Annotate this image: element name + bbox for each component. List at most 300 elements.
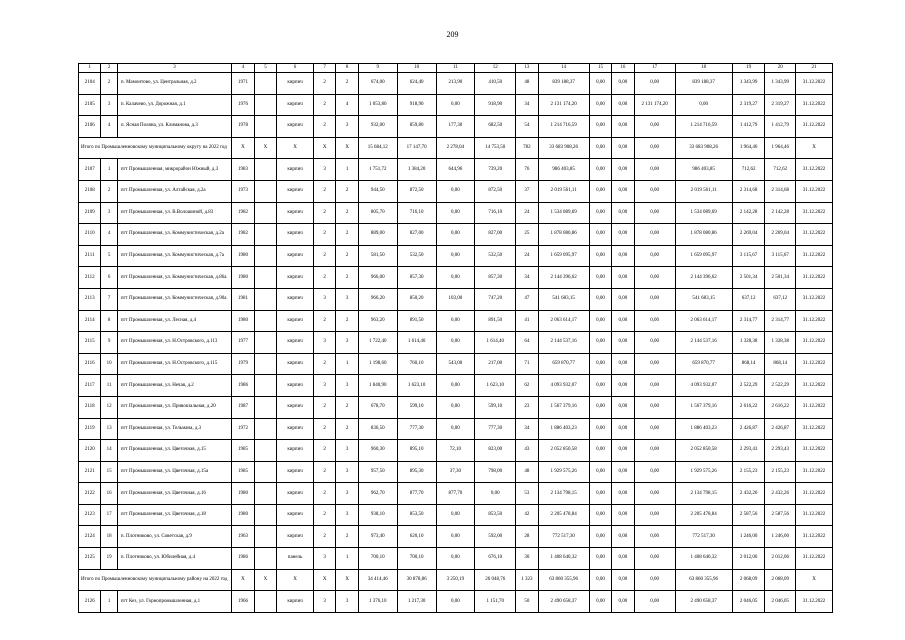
table-cell: кирпич	[277, 159, 314, 181]
table-cell: 2 293,43	[765, 440, 796, 462]
table-cell: 772 517,30	[538, 526, 589, 548]
table-cell: 2	[336, 202, 358, 224]
table-cell: 0,00	[436, 396, 475, 418]
table-cell: 2 319,27	[732, 94, 765, 116]
table-cell: 2	[336, 418, 358, 440]
table-cell: 827,00	[397, 224, 436, 246]
table-cell: кирпич	[277, 375, 314, 397]
table-cell: пгт Промышленная, ул. Нечая, д.2	[117, 375, 231, 397]
table-cell: 4 093 932,07	[538, 375, 589, 397]
table-cell: пгт Промышленная, ул. Цветочная, д.15а	[117, 461, 231, 483]
table-cell	[254, 548, 276, 570]
header-cell: 19	[732, 64, 765, 73]
table-cell: X	[254, 569, 276, 591]
header-cell: 18	[675, 64, 732, 73]
table-cell: 2 490 658,37	[675, 591, 732, 613]
table-cell: 31.12.2022	[796, 202, 833, 224]
table-cell: 8	[101, 310, 117, 332]
table-cell: 0,00	[634, 310, 675, 332]
header-cell: 21	[796, 64, 833, 73]
table-cell: 2 293,43	[732, 440, 765, 462]
table-cell: 2	[313, 245, 335, 267]
table-cell: 1976	[232, 94, 254, 116]
table-cell: кирпич	[277, 224, 314, 246]
table-cell: 37,30	[436, 461, 475, 483]
table-cell: 836,50	[358, 418, 397, 440]
table-cell: 2 587,56	[765, 504, 796, 526]
table-cell: 3	[313, 288, 335, 310]
table-cell: 1 408 640,32	[538, 548, 589, 570]
table-cell: пгт Промышленная, ул. Коммунистическая, д.2а	[117, 224, 231, 246]
table-cell: 0,00	[589, 288, 611, 310]
table-cell: 1983	[232, 159, 254, 181]
table-cell: 2	[313, 310, 335, 332]
table-cell: пгт Промышленная, ул. Лесная, д.4	[117, 310, 231, 332]
table-cell: 918,90	[475, 94, 516, 116]
table-cell: 2 587,56	[732, 504, 765, 526]
table-cell: 599,10	[475, 396, 516, 418]
table-cell: 637,12	[765, 288, 796, 310]
table-cell: 1 567 379,16	[675, 396, 732, 418]
table-cell: 62	[516, 375, 538, 397]
table-cell: 1 886 403,23	[538, 418, 589, 440]
table-cell: 2 019 561,11	[538, 180, 589, 202]
table-cell: 31.12.2022	[796, 418, 833, 440]
table-cell: 1 614,40	[397, 332, 436, 354]
table-cell: 0,00	[634, 548, 675, 570]
table-cell: 31.12.2022	[796, 310, 833, 332]
table-cell: 3	[313, 159, 335, 181]
table-cell: 3	[313, 591, 335, 613]
table-row	[79, 548, 833, 570]
table-cell: 14	[101, 440, 117, 462]
table-cell: 0,00	[612, 526, 634, 548]
table-cell: 1 323	[516, 569, 538, 591]
table-cell: 1986	[232, 375, 254, 397]
table-cell: 0,00	[436, 332, 475, 354]
table-row	[79, 310, 833, 332]
table-cell: 0,00	[634, 396, 675, 418]
table-cell: 0,00	[634, 332, 675, 354]
table-cell: 2	[313, 353, 335, 375]
table-cell: 592,00	[475, 526, 516, 548]
table-cell: 0,00	[612, 202, 634, 224]
table-cell: 0,00	[612, 504, 634, 526]
header-cell: 16	[612, 64, 634, 73]
table-cell: 1 659 095,97	[538, 245, 589, 267]
table-cell: 2 046,05	[732, 591, 765, 613]
table-cell: 2 063 614,17	[538, 310, 589, 332]
table-cell: 2 426,87	[732, 418, 765, 440]
table-cell: 659 870,77	[675, 353, 732, 375]
table-cell: 31.12.2022	[796, 224, 833, 246]
table-cell: п. Ясная Поляна, ул. Климанова, д.3	[117, 116, 231, 138]
table-cell: 1 623,10	[397, 375, 436, 397]
table-cell: 0,00	[589, 116, 611, 138]
table-cell: 1980	[232, 245, 254, 267]
header-cell: 12	[475, 64, 516, 73]
table-cell: 2123	[79, 504, 101, 526]
table-cell: 850,20	[397, 288, 436, 310]
table-cell: 760,10	[397, 353, 436, 375]
table-cell: 0,00	[436, 591, 475, 613]
table-cell	[254, 483, 276, 505]
table-cell: 31.12.2022	[796, 332, 833, 354]
table-cell: 0,00	[612, 591, 634, 613]
table-cell: 0,00	[612, 180, 634, 202]
table-cell: 2 616,22	[765, 396, 796, 418]
table-cell: 2	[336, 180, 358, 202]
table-cell: 50	[516, 591, 538, 613]
table-cell: 0,00	[589, 137, 611, 159]
table-cell: 0,00	[589, 591, 611, 613]
table-cell: п. Плотниково, ул. Советская, д.9	[117, 526, 231, 548]
table-cell: 31.12.2022	[796, 526, 833, 548]
table-cell: 34	[516, 267, 538, 289]
table-cell: 0,00	[634, 224, 675, 246]
table-cell: 2 522,29	[732, 375, 765, 397]
table-cell: 2	[336, 73, 358, 95]
table-cell: 1 751,72	[358, 159, 397, 181]
table-cell: 0,00	[589, 94, 611, 116]
table-cell: 0,00	[589, 440, 611, 462]
table-cell: 1 929 575,26	[538, 461, 589, 483]
table-cell: 772 517,30	[675, 526, 732, 548]
table-cell: X	[336, 137, 358, 159]
table-cell: 2 046,05	[765, 591, 796, 613]
table-cell	[254, 418, 276, 440]
table-cell: 0,00	[612, 73, 634, 95]
table-cell: 1 886 403,23	[675, 418, 732, 440]
table-cell: 0,00	[436, 375, 475, 397]
table-cell: 31.12.2022	[796, 504, 833, 526]
table-cell: 0,00	[612, 116, 634, 138]
table-cell: 1982	[232, 202, 254, 224]
table-cell: 986 403,85	[675, 159, 732, 181]
table-cell: 2	[336, 526, 358, 548]
table-cell: 0,00	[634, 353, 675, 375]
table-cell: 2	[336, 396, 358, 418]
table-cell: 2111	[79, 245, 101, 267]
table-cell: кирпич	[277, 504, 314, 526]
table-row	[79, 526, 833, 548]
table-cell: 2 205 478,84	[538, 504, 589, 526]
table-cell: 2 432,26	[765, 483, 796, 505]
table-cell: 895,30	[397, 461, 436, 483]
table-cell: пгт Промышленная, ул. Коммунистическая, д.90а	[117, 288, 231, 310]
table-cell: кирпич	[277, 353, 314, 375]
table-cell: 1 214 716,59	[538, 116, 589, 138]
table-cell: 213,90	[436, 73, 475, 95]
table-cell: 2 269,04	[765, 224, 796, 246]
table-cell: 1 214 716,59	[675, 116, 732, 138]
table-cell: 932,00	[358, 116, 397, 138]
table-cell: 0,00	[436, 180, 475, 202]
table-cell: 1982	[232, 224, 254, 246]
table-cell: 918,90	[397, 94, 436, 116]
table-cell: 2	[313, 94, 335, 116]
table-cell: п. Плотниково, ул. Юбилейная, д.4	[117, 548, 231, 570]
table-cell: 34 414,46	[358, 569, 397, 591]
table-cell: 678,70	[358, 396, 397, 418]
table-cell: 859,80	[397, 116, 436, 138]
table-cell: X	[313, 569, 335, 591]
table-cell: 0,00	[612, 224, 634, 246]
table-cell: 1 659 095,97	[675, 245, 732, 267]
table-cell: 2	[336, 245, 358, 267]
table-cell: 0,00	[612, 396, 634, 418]
header-cell: 1	[79, 64, 101, 73]
table-cell: 1987	[232, 396, 254, 418]
table-cell: 31.12.2022	[796, 94, 833, 116]
table-cell: пгт Промышленная, ул. Цветочная, д.15	[117, 440, 231, 462]
table-cell: 24	[516, 245, 538, 267]
table-cell: кирпич	[277, 591, 314, 613]
table-cell: 47	[516, 288, 538, 310]
table-cell: пгт Промышленная, микрорайон Южный, д.3	[117, 159, 231, 181]
table-cell: 2	[101, 73, 117, 95]
table-cell: 0,00	[634, 504, 675, 526]
table-cell	[254, 332, 276, 354]
table-cell: X	[277, 569, 314, 591]
table-cell: 1	[101, 591, 117, 613]
table-cell: кирпич	[277, 483, 314, 505]
table-cell: 2 144 537,16	[538, 332, 589, 354]
table-cell: 15 684,12	[358, 137, 397, 159]
table-cell: 957,50	[358, 461, 397, 483]
table-cell: 71	[516, 353, 538, 375]
table-cell: 0,00	[612, 440, 634, 462]
table-cell: 13	[101, 418, 117, 440]
table-cell: 823,00	[475, 440, 516, 462]
table-cell: 31.12.2022	[796, 353, 833, 375]
table-cell: 30	[516, 548, 538, 570]
table-cell: кирпич	[277, 418, 314, 440]
table-cell: 2 432,26	[732, 483, 765, 505]
table-cell: 2 278,04	[436, 137, 475, 159]
table-cell: 2	[313, 418, 335, 440]
table-cell: пгт Промышленная, ул. Н.Островского, д.113	[117, 332, 231, 354]
table-cell: 1 328,38	[765, 332, 796, 354]
table-cell: 1 929 575,26	[675, 461, 732, 483]
table-cell: 0,00	[589, 180, 611, 202]
table-cell: 868,14	[765, 353, 796, 375]
table-cell: пгт Промышленная, ул. Н.Островского, д.115	[117, 353, 231, 375]
table-cell: 0,00	[436, 94, 475, 116]
table-cell: 31.12.2022	[796, 245, 833, 267]
header-cell: 13	[516, 64, 538, 73]
table-cell: панель	[277, 548, 314, 570]
table-cell: 2 616,22	[732, 396, 765, 418]
table-cell	[254, 224, 276, 246]
table-cell: 1 246,00	[765, 526, 796, 548]
table-cell: 2121	[79, 461, 101, 483]
table-cell: 2 063 614,17	[675, 310, 732, 332]
table-cell: 2	[313, 396, 335, 418]
table-cell: кирпич	[277, 440, 314, 462]
table-cell: 0,00	[589, 332, 611, 354]
table-cell	[254, 526, 276, 548]
table-cell: 2	[336, 267, 358, 289]
table-cell: 17	[101, 504, 117, 526]
table-cell: 0,00	[634, 288, 675, 310]
table-row	[79, 332, 833, 354]
table-cell: 700,10	[358, 548, 397, 570]
table-cell	[254, 504, 276, 526]
table-cell	[254, 440, 276, 462]
table-cell	[254, 245, 276, 267]
header-cell: 20	[765, 64, 796, 73]
header-cell: 2	[101, 64, 117, 73]
table-cell: 2108	[79, 180, 101, 202]
page-number: 209	[446, 30, 459, 39]
table-cell: 2 068,09	[732, 569, 765, 591]
table-row	[79, 353, 833, 375]
table-cell: X	[336, 569, 358, 591]
table-cell: 0,00	[589, 526, 611, 548]
table-cell: 2	[313, 504, 335, 526]
table-cell	[254, 353, 276, 375]
table-cell: 0,00	[589, 375, 611, 397]
table-cell: 944,50	[358, 180, 397, 202]
table-cell: 659 870,77	[538, 353, 589, 375]
table-cell: 0,00	[589, 267, 611, 289]
table-cell: 1	[336, 159, 358, 181]
table-cell: 739,20	[475, 159, 516, 181]
table-cell: 31.12.2022	[796, 288, 833, 310]
table-row	[79, 375, 833, 397]
table-cell: 0,00	[634, 202, 675, 224]
table-cell: 2 012,06	[765, 548, 796, 570]
table-cell: 0,00	[612, 375, 634, 397]
table-cell: 177,30	[436, 116, 475, 138]
table-cell: 63 860 355,96	[538, 569, 589, 591]
table-cell: 0,00	[612, 569, 634, 591]
table-cell: 33 683 908,26	[675, 137, 732, 159]
header-cell: 4	[232, 64, 254, 73]
table-cell: кирпич	[277, 180, 314, 202]
table-row	[79, 224, 833, 246]
table-cell: 1 343,99	[765, 73, 796, 95]
table-cell: 2 131 174,20	[538, 94, 589, 116]
table-row	[79, 73, 833, 95]
table-cell: 541 683,15	[538, 288, 589, 310]
table-cell: 889,00	[358, 224, 397, 246]
table-cell	[254, 159, 276, 181]
table-cell: 877,70	[397, 483, 436, 505]
table-cell: пгт Кез, ул. Горнопромышленная, д.1	[117, 591, 231, 613]
table-cell: 3 250,19	[436, 569, 475, 591]
table-cell: 2118	[79, 396, 101, 418]
table-cell: 839 188,37	[675, 73, 732, 95]
table-cell: 1986	[232, 548, 254, 570]
table-cell: п. Калачево, ул. Дорожная, д.1	[117, 94, 231, 116]
table-cell: 0,00	[612, 548, 634, 570]
table-cell: 3	[336, 116, 358, 138]
table-cell: 31.12.2022	[796, 396, 833, 418]
table-cell: 16	[101, 483, 117, 505]
table-cell: 2110	[79, 224, 101, 246]
table-cell: 716,10	[475, 202, 516, 224]
table-cell: 0,00	[634, 375, 675, 397]
table-cell: 33 683 908,26	[538, 137, 589, 159]
table-cell: пгт Промышленная, ул. Коммунистическая, д.7а	[117, 245, 231, 267]
table-cell: X	[232, 137, 254, 159]
table-row	[79, 159, 833, 181]
header-cell: 17	[634, 64, 675, 73]
table-row	[79, 288, 833, 310]
table-cell: 2120	[79, 440, 101, 462]
table-cell: 1973	[232, 180, 254, 202]
table-cell: 1 246,00	[732, 526, 765, 548]
table-cell: 2	[313, 224, 335, 246]
table-cell: 0,00	[612, 245, 634, 267]
table-cell: 2 134 798,15	[675, 483, 732, 505]
table-cell: 3	[336, 375, 358, 397]
table-cell: 2 155,23	[732, 461, 765, 483]
table-cell: X	[277, 137, 314, 159]
table-cell: 1 151,70	[475, 591, 516, 613]
table-cell: 1985	[232, 461, 254, 483]
table-cell: 3 115,67	[732, 245, 765, 267]
table-cell: 31.12.2022	[796, 159, 833, 181]
table-cell: 0,00	[612, 137, 634, 159]
header-cell: 7	[313, 64, 335, 73]
table-cell: 3	[336, 483, 358, 505]
table-row	[79, 483, 833, 505]
table-cell	[254, 396, 276, 418]
table-cell: кирпич	[277, 288, 314, 310]
table-cell: 1980	[232, 267, 254, 289]
table-cell: 2114	[79, 310, 101, 332]
housing-register-table	[78, 63, 833, 613]
table-cell: 2 052 850,58	[675, 440, 732, 462]
table-cell: кирпич	[277, 116, 314, 138]
table-cell: 2 134 798,15	[538, 483, 589, 505]
table-cell: 31.12.2022	[796, 548, 833, 570]
table-row	[79, 116, 833, 138]
table-cell: 0,00	[589, 548, 611, 570]
table-cell: 2 019 561,11	[675, 180, 732, 202]
table-cell: 76	[516, 159, 538, 181]
table-cell: 64	[516, 332, 538, 354]
table-cell: 0,00	[589, 159, 611, 181]
table-cell: 31.12.2022	[796, 180, 833, 202]
table-cell: 0,00	[589, 202, 611, 224]
table-cell: 0,00	[589, 569, 611, 591]
table-cell: 0,00	[589, 483, 611, 505]
table-cell: 0,00	[634, 569, 675, 591]
table-cell: 1980	[232, 310, 254, 332]
table-cell: 2 501,34	[765, 267, 796, 289]
table-cell: 17 147,70	[397, 137, 436, 159]
table-cell: 2 142,28	[765, 202, 796, 224]
table-cell: 2 490 658,37	[538, 591, 589, 613]
table-cell: 0,00	[612, 310, 634, 332]
table-cell: 2 314,68	[765, 180, 796, 202]
table-cell: 1 412,79	[732, 116, 765, 138]
table-cell	[254, 267, 276, 289]
subtotal-label: Итого по Промышленновскому муниципальному району на 2022 год	[79, 569, 232, 591]
table-cell	[254, 375, 276, 397]
table-cell: 2115	[79, 332, 101, 354]
table-cell: 1977	[232, 332, 254, 354]
table-cell: 966,00	[358, 267, 397, 289]
table-cell: 877,70	[436, 483, 475, 505]
table-cell: 777,30	[475, 418, 516, 440]
table-cell: 26 048,76	[475, 569, 516, 591]
table-cell: 0,00	[589, 353, 611, 375]
